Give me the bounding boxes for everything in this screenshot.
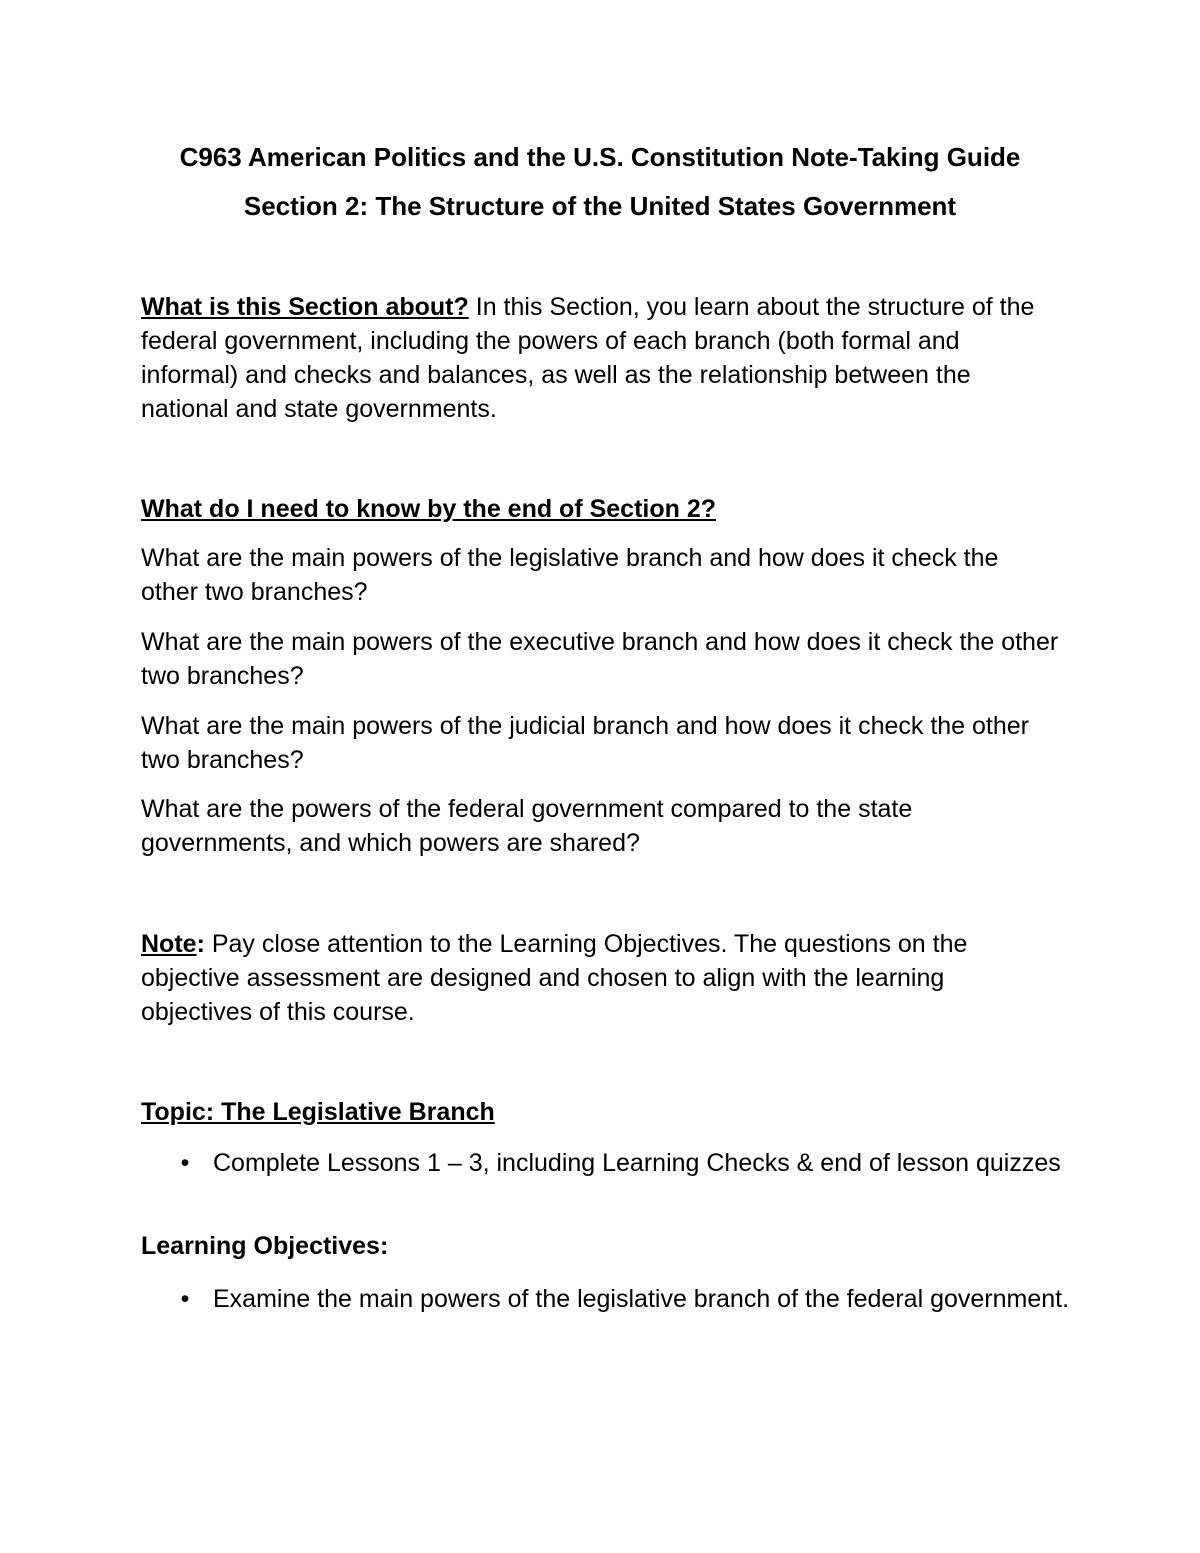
- question-item: What are the powers of the federal government compared to the state governments, and which powers are shared?: [141, 795, 913, 857]
- note-text: Pay close attention to the Learning Objectives. The questions on the objective assessment are designed and chosen to align with the learning objectives of this course.: [141, 930, 968, 1026]
- note-label: Note: [141, 930, 197, 958]
- document-title: C963 American Politics and the U.S. Constitution Note-Taking Guide: [179, 142, 1021, 172]
- bullet-dot-icon: •: [180, 1285, 190, 1313]
- objectives-label: Learning Objectives:: [141, 1232, 389, 1260]
- topic-heading: Topic: The Legislative Branch: [141, 1098, 495, 1126]
- know-heading: What do I need to know by the end of Section 2?: [141, 495, 717, 523]
- objective-list-item: [180, 1282, 1073, 1316]
- question-item: What are the main powers of the judicial branch and how does it check the other two branches?: [141, 712, 1030, 774]
- bullet-dot-icon: •: [180, 1149, 190, 1177]
- section-intro: [141, 290, 1061, 426]
- note-colon: :: [196, 930, 205, 958]
- task-text: Complete Lessons 1 – 3, including Learning Checks & end of lesson quizzes: [213, 1149, 1061, 1177]
- note-paragraph: [141, 927, 1061, 1029]
- question-item: What are the main powers of the legislative branch and how does it check the other two branches?: [141, 544, 999, 606]
- objective-text: Examine the main powers of the legislative branch of the federal government.: [213, 1285, 1070, 1313]
- task-list-item: [180, 1146, 1073, 1180]
- intro-text: In this Section, you learn about the structure of the federal government, including the powers of each branch (both formal and informal) and checks and balances, as well as the relationship between the national and state governments.: [141, 293, 1035, 423]
- intro-heading: What is this Section about?: [141, 293, 469, 321]
- document-subtitle: Section 2: The Structure of the United States Government: [243, 191, 957, 221]
- question-item: What are the main powers of the executive branch and how does it check the other two branches?: [141, 628, 1059, 690]
